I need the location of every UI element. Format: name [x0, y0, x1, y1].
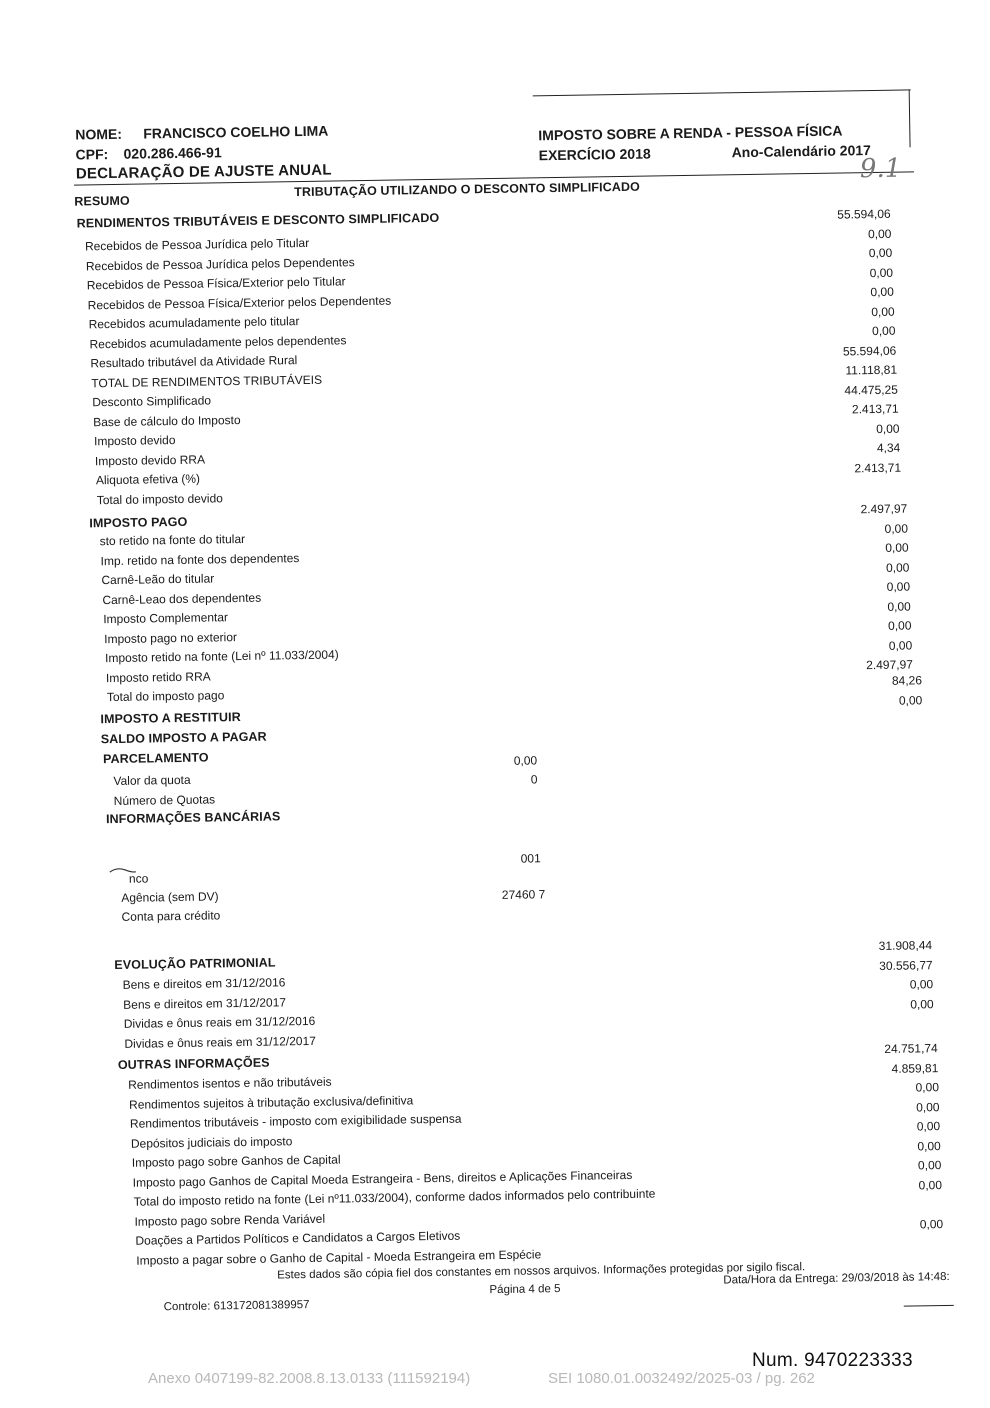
row-label: Imposto pago sobre Ganhos de Capital	[131, 1152, 341, 1170]
sei-reference: SEI 1080.01.0032492/2025-03 / pg. 262	[548, 1370, 815, 1387]
footer-short-rule	[904, 1305, 954, 1307]
row-label: Rendimentos tributáveis - imposto com exigibilidade suspensa	[129, 1111, 462, 1131]
row-label: Imposto retido RRA	[105, 668, 211, 685]
row-value: 0,00	[884, 521, 909, 536]
copy-notice: Estes dados são cópia fiel dos constantes em nossos arquivos. Informações protegidas por sigilo fiscal.	[277, 1261, 806, 1282]
numero-quotas-label: Número de Quotas	[113, 792, 216, 809]
row-value: 55.594,06	[837, 206, 891, 222]
row-value: 0,00	[916, 1119, 941, 1134]
row-value: 55.594,06	[842, 343, 897, 359]
row-value: 0,00	[870, 284, 894, 300]
rendimentos-title: RENDIMENTOS TRIBUTÁVEIS E DESCONTO SIMPLIFICADO	[76, 210, 440, 231]
entrega-datetime: Data/Hora da Entrega: 29/03/2018 às 14:48:	[723, 1270, 950, 1287]
row-value: 0,00	[918, 1177, 943, 1192]
row-label: Resultado tributável da Atividade Rural	[90, 353, 298, 371]
outras-title: OUTRAS INFORMAÇÕES	[117, 1055, 270, 1072]
row-value: 0,00	[886, 579, 911, 594]
row-value: 2.413,71	[854, 460, 902, 475]
row-value: 0,00	[888, 637, 913, 653]
row-value: 4.859,81	[891, 1060, 939, 1076]
row-label: Aliquota efetiva (%)	[95, 471, 201, 488]
evolucao-title: EVOLUÇÃO PATRIMONIAL	[114, 955, 276, 973]
row-value: 0,00	[868, 245, 893, 261]
row-value: 24.751,74	[884, 1041, 938, 1056]
row-value: 0,00	[909, 977, 934, 992]
row-value: 0,00	[876, 421, 900, 436]
row-label: Recebidos acumuladamente pelos dependentes	[89, 332, 347, 351]
row-label: Imposto Complementar	[103, 610, 229, 627]
row-label: Desconto Simplificado	[92, 393, 212, 410]
header-box-top-rule	[533, 89, 911, 96]
row-label: Bens e direitos em 31/12/2017	[123, 994, 287, 1012]
cpf-value: 020.286.466-91	[123, 144, 222, 162]
conta-label: Conta para crédito	[121, 908, 221, 924]
row-label: sto retido na fonte do titular	[99, 531, 246, 549]
row-label: Dividas e ônus reais em 31/12/2016	[123, 1013, 316, 1031]
tributacao-label: TRIBUTAÇÃO UTILIZANDO O DESCONTO SIMPLIFICADO	[294, 179, 640, 200]
row-value: 2.497,97	[860, 501, 908, 517]
row-label: Imposto retido na fonte (Lei nº 11.033/2004)	[104, 647, 339, 666]
imposto-restituir-label: IMPOSTO A RESTITUIR	[100, 710, 241, 727]
banco-label: nco	[128, 871, 149, 886]
numero-quotas-value: 0	[530, 772, 538, 787]
row-label: Recebidos de Pessoa Jurídica pelo Titular	[84, 235, 310, 254]
conta-value	[445, 905, 545, 907]
document-number-stamp: Num. 9470223333	[752, 1350, 913, 1371]
cpf-label: CPF:	[75, 146, 109, 163]
tax-title: IMPOSTO SOBRE A RENDA - PESSOA FÍSICA	[538, 122, 843, 144]
row-value: 0,00	[887, 598, 911, 614]
handwritten-rubric: 9.1	[859, 153, 902, 185]
valor-quota-label: Valor da quota	[113, 772, 191, 789]
row-value: 0,00	[919, 1216, 944, 1231]
row-label: Recebidos de Pessoa Física/Exterior pelo Titular	[86, 274, 346, 293]
row-value	[842, 1197, 942, 1199]
row-value: 0,00	[867, 226, 892, 241]
agencia-label: Agência (sem DV)	[121, 889, 219, 905]
row-value: 2.497,97	[866, 657, 913, 673]
agencia-value: 27460 7	[501, 887, 546, 902]
row-label: Recebidos de Pessoa Jurídica pelos Dependentes	[85, 254, 355, 273]
resumo-label: RESUMO	[74, 193, 130, 209]
saldo-pagar-label: SALDO IMPOSTO A PAGAR	[100, 729, 267, 747]
row-label: Imposto devido	[93, 433, 176, 449]
row-label: Imposto pago Ganhos de Capital Moeda Estrangeira - Bens, direitos e Aplicações Financeiras	[132, 1167, 633, 1190]
row-label: Carnê-Leão do titular	[101, 571, 215, 588]
row-label: Carnê-Leao dos dependentes	[102, 590, 262, 607]
nome-value: FRANCISCO COELHO LIMA	[143, 122, 329, 142]
ano-calendario: Ano-Calendário 2017	[731, 142, 871, 161]
exercicio: EXERCÍCIO 2018	[538, 145, 651, 164]
row-label: TOTAL DE RENDIMENTOS TRIBUTÁVEIS	[91, 372, 323, 390]
row-value: 0,00	[885, 559, 910, 575]
row-value: 0,00	[917, 1158, 942, 1173]
row-label: Imposto pago sobre Renda Variável	[134, 1211, 326, 1229]
row-label: Imp. retido na fonte dos dependentes	[100, 550, 300, 568]
row-value: 30.556,77	[879, 957, 933, 973]
row-value: 0,00	[869, 265, 894, 280]
row-value: 44.475,25	[844, 382, 898, 397]
imposto-pago-title: IMPOSTO PAGO	[89, 514, 188, 531]
row-label: Rendimentos isentos e não tributáveis	[128, 1074, 332, 1092]
parcelamento-title: PARCELAMENTO	[102, 750, 209, 767]
row-label: Depósitos judiciais do imposto	[130, 1133, 293, 1151]
row-label: Bens e direitos em 31/12/2016	[122, 975, 286, 992]
row-label: Total do imposto retido na fonte (Lei nº11.033/2004), conforme dados informados pelo contribuinte	[133, 1186, 656, 1209]
row-value: 0,00	[888, 618, 912, 633]
bancarias-title: INFORMAÇÕES BANCÁRIAS	[105, 809, 281, 827]
row-value: 11.118,81	[845, 362, 898, 378]
row-label: Imposto pago no exterior	[104, 629, 238, 646]
row-label: Total do imposto pago	[106, 688, 225, 705]
row-value: 0,00	[885, 540, 909, 555]
row-label: Base de cálculo do Imposto	[93, 412, 241, 429]
controle-code: Controle: 613172081389957	[163, 1299, 310, 1314]
row-label: Rendimentos sujeitos à tributação exclusiva/definitiva	[128, 1092, 414, 1112]
saldo-pagar-value: 0,00	[898, 693, 923, 708]
imposto-restituir-value: 84,26	[891, 673, 923, 688]
nome-label: NOME:	[75, 125, 123, 143]
row-value: 0,00	[915, 1080, 940, 1095]
row-value: 31.908,44	[878, 938, 933, 954]
declaration-type: DECLARAÇÃO DE AJUSTE ANUAL	[75, 161, 332, 183]
header-box-right-rule	[909, 89, 911, 147]
row-value: 0,00	[916, 1099, 940, 1114]
row-value: 0,00	[910, 996, 934, 1012]
row-label: Recebidos acumuladamente pelo titular	[88, 314, 300, 332]
anexo-reference: Anexo 0407199-82.2008.8.13.0133 (111592194)	[148, 1370, 471, 1387]
banco-value: 001	[520, 851, 541, 866]
row-value: 0,00	[871, 304, 895, 319]
row-value: 0,00	[917, 1138, 941, 1153]
row-value: 4,34	[876, 440, 901, 455]
row-value: 2.413,71	[851, 401, 899, 417]
row-label: Doações a Partidos Políticos e Candidatos a Cargos Eletivos	[135, 1228, 461, 1248]
row-label: Dividas e ônus reais em 31/12/2017	[124, 1033, 316, 1051]
row-label: Total do imposto devido	[96, 490, 223, 507]
page-number: Página 4 de 5	[489, 1283, 561, 1297]
row-label: Recebidos de Pessoa Física/Exterior pelos Dependentes	[87, 293, 392, 312]
valor-quota-value: 0,00	[513, 753, 538, 768]
row-label: Imposto a pagar sobre o Ganho de Capital - Moeda Estrangeira em Espécie	[136, 1246, 542, 1268]
row-label: Imposto devido RRA	[94, 452, 206, 468]
row-value: 0,00	[871, 323, 896, 339]
